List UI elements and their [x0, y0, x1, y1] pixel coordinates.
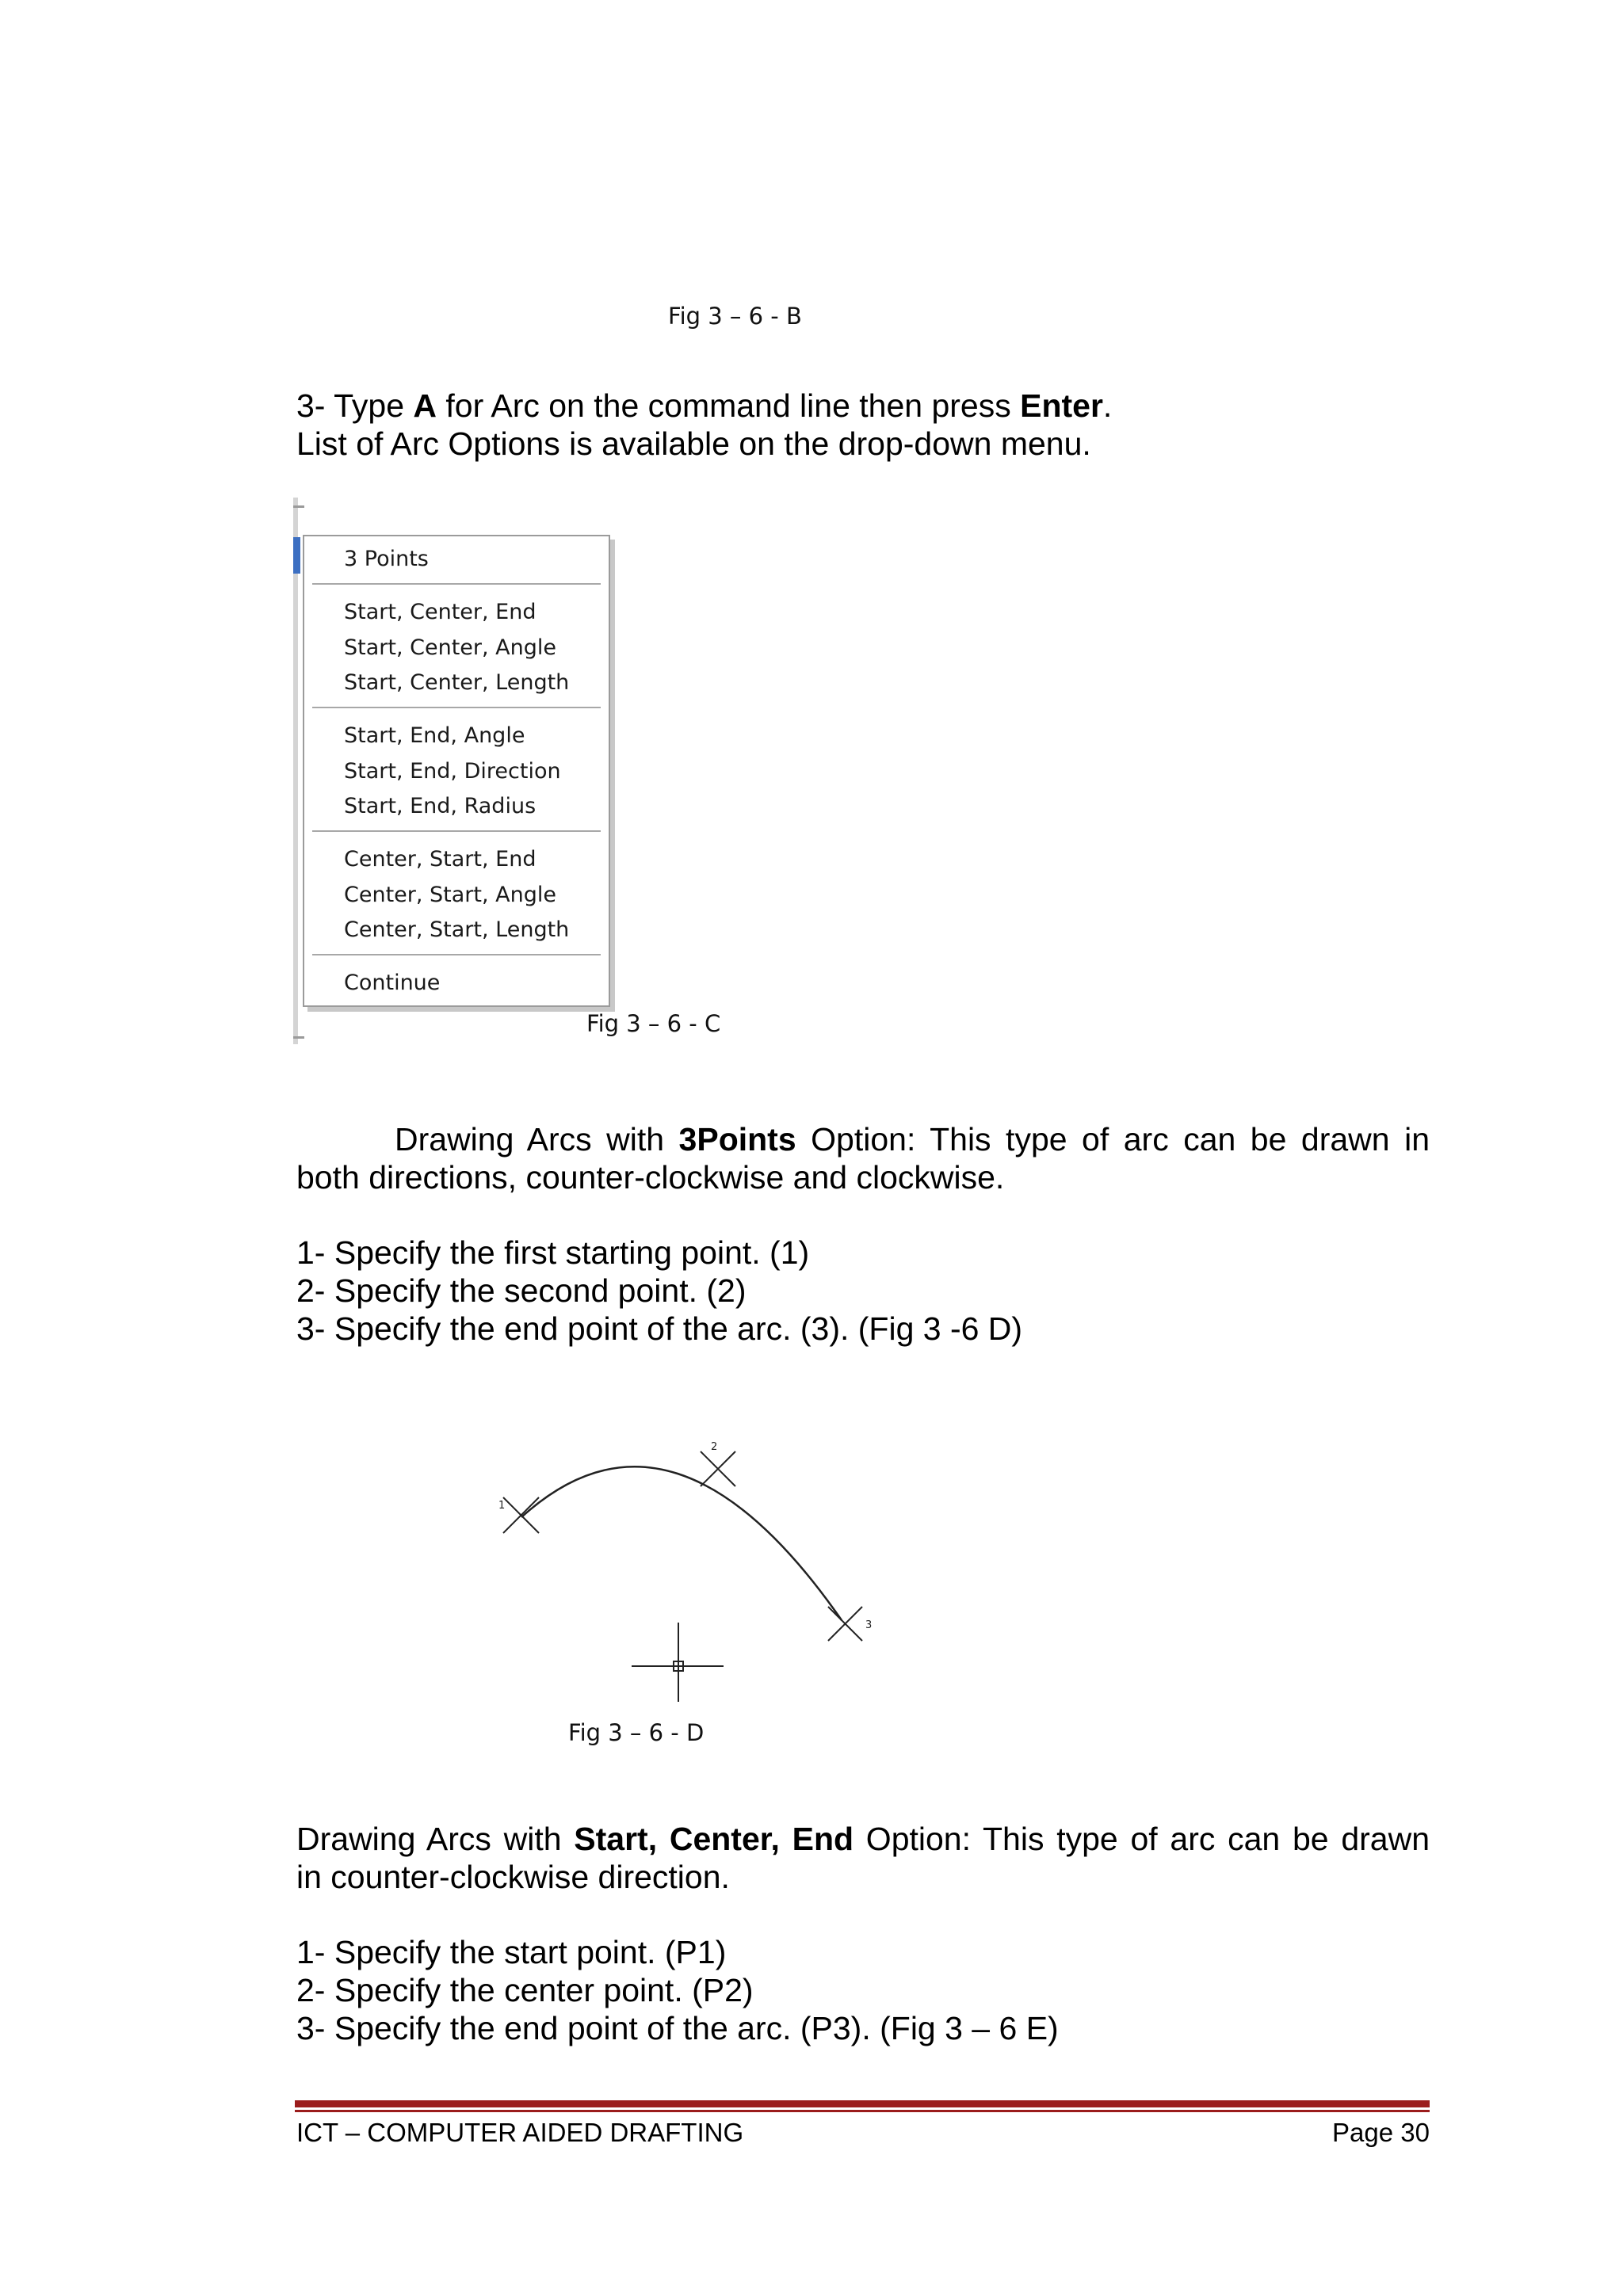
menu-edge-tick-bottom [293, 1036, 304, 1039]
start-center-end-intro-line2: in counter-clockwise direction. [296, 1859, 730, 1895]
point-2-label: 2 [711, 1441, 718, 1453]
footer-page-number: Page 30 [1332, 2118, 1430, 2147]
sce-intro-a: Drawing Arcs with [296, 1821, 575, 1857]
menu-separator [312, 707, 601, 708]
menu-separator [312, 583, 601, 585]
three-point-arc-diagram [475, 1410, 903, 1711]
point-3-label: 3 [865, 1619, 873, 1631]
three-points-intro-a: Drawing Arcs with [395, 1121, 679, 1158]
menu-item-start-end-angle[interactable]: Start, End, Angle [344, 723, 525, 748]
menu-panel [303, 535, 610, 1007]
figure-caption-d: Fig 3 – 6 - D [568, 1719, 705, 1746]
footer-title: ICT – COMPUTER AIDED DRAFTING [296, 2118, 744, 2147]
menu-highlight-accent [293, 537, 300, 574]
start-center-end-intro-line1 [296, 1820, 1430, 1858]
menu-item-start-center-length[interactable]: Start, Center, Length [344, 670, 570, 695]
menu-item-start-center-angle[interactable]: Start, Center, Angle [344, 635, 556, 660]
three-points-intro-line2: both directions, counter-clockwise and clockwise. [296, 1159, 1005, 1196]
point-1-marker [503, 1497, 539, 1533]
footer-rule-thin [295, 2110, 1430, 2112]
menu-item-start-end-direction[interactable]: Start, End, Direction [344, 759, 561, 784]
menu-item-center-start-angle[interactable]: Center, Start, Angle [344, 883, 556, 907]
step3-mid: for Arc on the command line then press [437, 387, 1021, 424]
three-points-intro-b: Option: This type of arc can be drawn in [796, 1121, 1430, 1158]
menu-item-start-center-end[interactable]: Start, Center, End [344, 600, 537, 624]
sce-intro-b: Option: This type of arc can be drawn [854, 1821, 1430, 1857]
menu-item-center-start-end[interactable]: Center, Start, End [344, 847, 537, 871]
three-points-option-name: 3Points [678, 1121, 796, 1158]
three-points-step-3: 3- Specify the end point of the arc. (3). (Fig 3 -6 D) [296, 1310, 1023, 1347]
sce-option-name: Start, Center, End [574, 1821, 854, 1857]
step3-suffix: . [1102, 387, 1113, 424]
point-2-marker [701, 1451, 735, 1486]
menu-edge-tick-top [293, 505, 304, 508]
figure-caption-c: Fig 3 – 6 - C [586, 1010, 721, 1037]
menu-separator [312, 954, 601, 955]
figure-caption-b: Fig 3 – 6 - B [668, 303, 802, 330]
sce-step-1: 1- Specify the start point. (P1) [296, 1934, 727, 1970]
menu-separator [312, 830, 601, 832]
step3-prefix: 3- Type [296, 387, 414, 424]
arc-curve [521, 1466, 842, 1620]
sce-step-2: 2- Specify the center point. (P2) [296, 1972, 754, 2008]
step3-key: A [413, 387, 437, 424]
three-points-step-1: 1- Specify the first starting point. (1) [296, 1234, 810, 1271]
step3-line2: List of Arc Options is available on the drop-down menu. [296, 425, 1091, 462]
menu-left-edge [293, 498, 298, 1044]
step3-line1 [296, 387, 1112, 425]
sce-step-3: 3- Specify the end point of the arc. (P3). (Fig 3 – 6 E) [296, 2010, 1059, 2046]
step3-enter: Enter [1020, 387, 1103, 424]
menu-item-3-points[interactable]: 3 Points [344, 547, 429, 571]
menu-item-start-end-radius[interactable]: Start, End, Radius [344, 794, 537, 818]
crosshair-cursor-icon [632, 1623, 724, 1702]
menu-item-center-start-length[interactable]: Center, Start, Length [344, 917, 570, 942]
footer-rule-thick [295, 2100, 1430, 2107]
menu-item-continue[interactable]: Continue [344, 971, 441, 995]
point-3-marker [828, 1607, 862, 1641]
three-points-step-2: 2- Specify the second point. (2) [296, 1272, 747, 1309]
arc-options-dropdown [293, 498, 617, 1044]
point-1-label: 1 [498, 1500, 506, 1512]
three-points-intro-line1 [296, 1120, 1430, 1158]
